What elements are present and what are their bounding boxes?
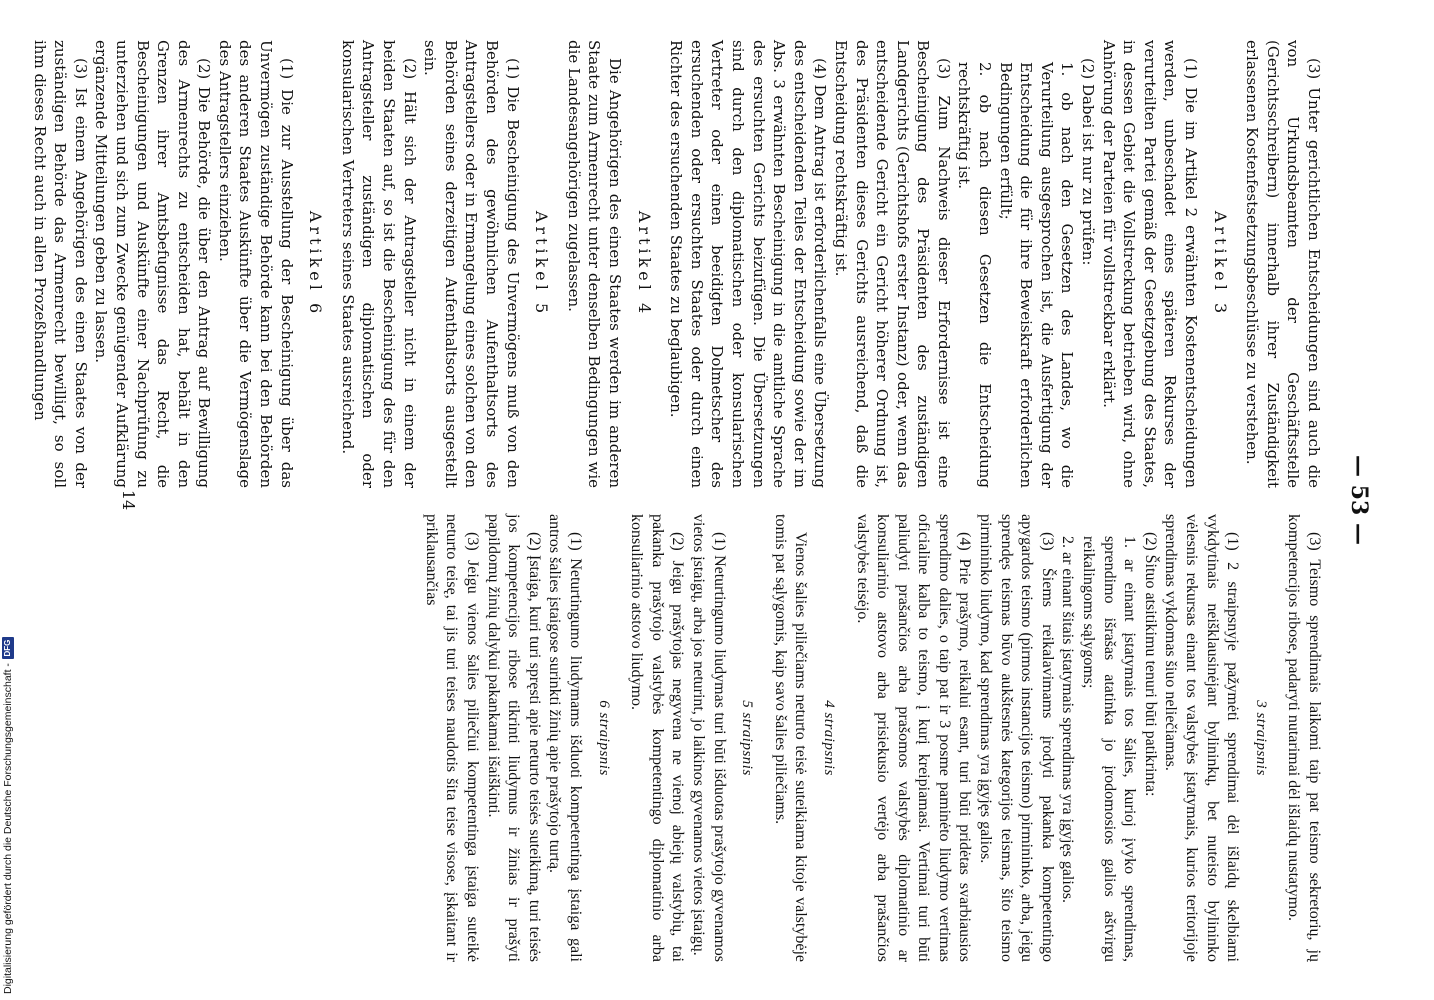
lithuanian-article-4-heading: 4 straipsnis bbox=[820, 700, 837, 776]
credit-text: Digitalisierung gefördert durch die Deutsche Forschungsgemeinschaft - bbox=[2, 663, 14, 994]
german-art4-paragraph: Die Angehörigen des einen Staates werden im anderen Staate zum Armenrecht unter denselben Bedingungen wie die Landesangehörigen zugelassen. bbox=[564, 40, 624, 488]
dfg-logo-icon: DFG bbox=[2, 637, 14, 659]
lithuanian-art6-paragraph: (1) Neturtingumo liudymams išduoti kompetentinga įstaiga gali antros šalies įstaigose surinkti žinių apie prašytojo turtą. bbox=[546, 514, 584, 962]
german-art3-paragraph: (3) Zum Nachweis dieser Erfordernisse ist eine Bescheinigung des Präsidenten des zuständigen Landgerichts (Gerichtshofs erster Instanz) oder, wenn das entscheidende Gericht ein Gericht höherer Ordnung ist, des Präsidenten dieses Gerichts ausreichend, daß die Entscheidung rechtskräftig ist. bbox=[831, 40, 953, 488]
german-art3-paragraph: (2) Dabei ist nur zu prüfen: bbox=[1079, 58, 1098, 266]
digitization-credit bbox=[0, 604, 16, 994]
lithuanian-art3-paragraph: (4) Prie prašymo, reikalui esant, turi būti pridėtas svarbiausios sprendimo dalies, o taip pat ir 3 posme paminėto liudymo vertimas oficialine kalba to teismo, į kurį kreipiamasi. Vertimai turi būti paliudyti prašančios arba prašomos valstybės diplomatinio ar konsuliarinio atstovo arba prisiekusio vertėjo arba prašančios valstybės teisėjo. bbox=[853, 514, 974, 962]
lithuanian-article-3-heading: 3 straipsnis bbox=[1252, 700, 1269, 776]
lithuanian-art5-paragraph: (2) Jeigu prašytojas negyvena ne vienoj abiejų valstybių, tai pakanka prašytojo valstybės kompetentingo diplomatinio arba konsuliarinio atstovo liudymo. bbox=[628, 514, 687, 962]
german-article-3-heading: Artikel 3 bbox=[1210, 210, 1230, 318]
german-intro-paragraph: (3) Unter gerichtlichen Entscheidungen sind auch die von Urkundsbeamten der Geschäftsstelle (Gerichtsschreibern) innerhalb ihrer Zuständigkeit erlassenen Kostenfestsetzungsbeschlüsse zu verstehen. bbox=[1243, 40, 1323, 488]
german-art5-paragraph: (1) Die Bescheinigung des Unvermögens muß von den Behörden des gewöhnlichen Aufenthaltsorts des Antragstellers oder in Ermangelung eines solchen von den Behörden seines derzeitigen Aufenthaltsorts ausgestellt sein. bbox=[421, 40, 522, 488]
lithuanian-art6-paragraph: (2) Įstaiga, kuri turi spręsti apie neturto teisės suteikimą, turi teisės jos kompetencijos ribose tikrinti liudymus ir žinias ir prašyti papildomų žinių dalykui pakankamai išaiškinti. bbox=[484, 514, 543, 962]
german-column bbox=[30, 40, 1324, 488]
lithuanian-art6-paragraph: (3) Jeigu vienos šalies piliečiui kompetentinga įstaiga suteikė neturto teisę, tai jis turi teises naudotis šita teise visose, įskaitant ir priklausančias bbox=[422, 514, 482, 962]
lithuanian-art3-list-item: 2. ar einant šitais įstatymais sprendimas yra įgyjęs galios. bbox=[1059, 536, 1077, 904]
german-article-6-heading: Artikel 6 bbox=[306, 210, 326, 318]
german-art3-paragraph: (4) Dem Antrag ist erforderlichenfalls eine Übersetzung des entscheidenden Teiles der Entscheidung sowie der im Abs. 3 erwähnten Bescheinigung in die amtliche Sprache des ersuchten Gerichts beizufügen. Die Übersetzungen sind durch den diplomatischen oder konsularischen Vertreter oder einen beeidigten Dolmetscher des ersuchenden oder ersuchten Staates oder durch einen Richter des ersuchenden Staates zu beglaubigen. bbox=[667, 40, 830, 488]
lithuanian-art4-paragraph: Vienos šalies piliečiams neturto teisė suteikiama kitoje valstybėje tomis pat sąlygomis, kaip savo šalies piliečiams. bbox=[771, 514, 810, 962]
footer-page-number: 14 bbox=[119, 489, 138, 511]
german-article-5-heading: Artikel 5 bbox=[532, 210, 552, 318]
lithuanian-art5-paragraph: (1) Neturtingumo liudymas turi būti išduotas prašytojo gyvenamos vietos įstaigų, arba jos neturint, jo laikinos gyvenamos vietos įstaigų. bbox=[689, 514, 728, 962]
german-art6-paragraph: (3) Ist einem Angehörigen des einen Staates von der zuständigen Behörde das Armenrecht bewilligt, so soll ihm dieses Recht auch in allen Prozeßhandlungen bbox=[30, 40, 90, 488]
german-art3-list-item: 2. ob nach diesen Gesetzen die Entscheidung rechtskräftig ist. bbox=[955, 62, 995, 488]
lithuanian-art3-list-item: 1. ar einant įstatymais tos šalies, kurioj įvyko sprendimas, sprendimo išrašas atatinka jo įrodomosios galios aštvirgu reikalingoms sąlygoms; bbox=[1080, 536, 1139, 962]
lithuanian-article-6-heading: 6 straipsnis bbox=[595, 700, 612, 776]
german-article-4-heading: Artikel 4 bbox=[634, 210, 654, 318]
german-art6-paragraph: (2) Die Behörde, die über den Antrag auf Bewilligung des Armenrechts zu entscheiden hat, behält in den Grenzen ihrer Amtsbefugnisse das Recht, die Bescheinigungen und Auskünfte einer Nachprüfung zu unterziehen und sich zum Zwecke genügender Aufklärung ergänzende Mitteilungen geben zu lassen. bbox=[92, 40, 214, 488]
lithuanian-art3-paragraph: (1) 2 straipsnyje pažymėti sprendimai dėl išlaidų skelbiami vykdytinais neišklausinėjant bylininkų, bet nuteisto bylininko vėlesnis rekursas einant tos valstybės įstatymais, kurios teritorijoje sprendimas vykdomas šiuo neliečiamas. bbox=[1162, 514, 1242, 962]
german-art3-paragraph: (1) Die im Artikel 2 erwähnten Kostenentscheidungen werden, unbeschadet eines späteren Rekurses der verurteilten Partei gemäß der Gesetzgebung des Staates, in dessen Gebiet die Vollstreckung betrieben wird, ohne Anhörung der Parteien für vollstreckbar erklärt. bbox=[1099, 40, 1201, 488]
page-number: — 53 — bbox=[1346, 455, 1372, 545]
german-art6-paragraph: (1) Die zur Ausstellung der Bescheinigung über das Unvermögen zuständige Behörde kann bei den Behörden des anderen Staates Auskünfte über die Vermögenslage des Antragstellers einziehen. bbox=[215, 40, 296, 488]
lithuanian-intro-paragraph: (3) Teismo sprendimais laikomi taip pat teismo sekretorių, jų kompetencijos ribose, padaryti nutarimai dėl išlaidų nustatymo. bbox=[1285, 514, 1323, 962]
german-art5-paragraph: (2) Hält sich der Antragsteller nicht in einem der beiden Staaten auf, so ist die Bescheinigung des für den Antragsteller zuständigen diplomatischen oder konsularischen Vertreters seines Staates ausreichend. bbox=[338, 40, 419, 488]
lithuanian-column bbox=[174, 514, 1324, 962]
german-art3-list-item: 1. ob nach den Gesetzen des Landes, wo die Verurteilung ausgesprochen ist, die Ausfertigung der Entscheidung die für ihre Beweiskraft erforderlichen Bedingungen erfüllt; bbox=[996, 62, 1077, 488]
lithuanian-art3-paragraph: (3) Šiems reikalavimams įrodyti pakanka kompetentingo apygardos teismo (pirmos instancijos teismo) pirmininko, arba, jeigu sprendęs teismas būvo aukštesnės kategorijos teismas, šito teismo pirmininko liudymo, kad sprendimas yra įgyjęs galios. bbox=[977, 514, 1056, 962]
lithuanian-art3-paragraph: (2) Šituo atsitikimu tenuri būti patikrinta: bbox=[1141, 532, 1159, 797]
lithuanian-article-5-heading: 5 straipsnis bbox=[739, 700, 756, 776]
